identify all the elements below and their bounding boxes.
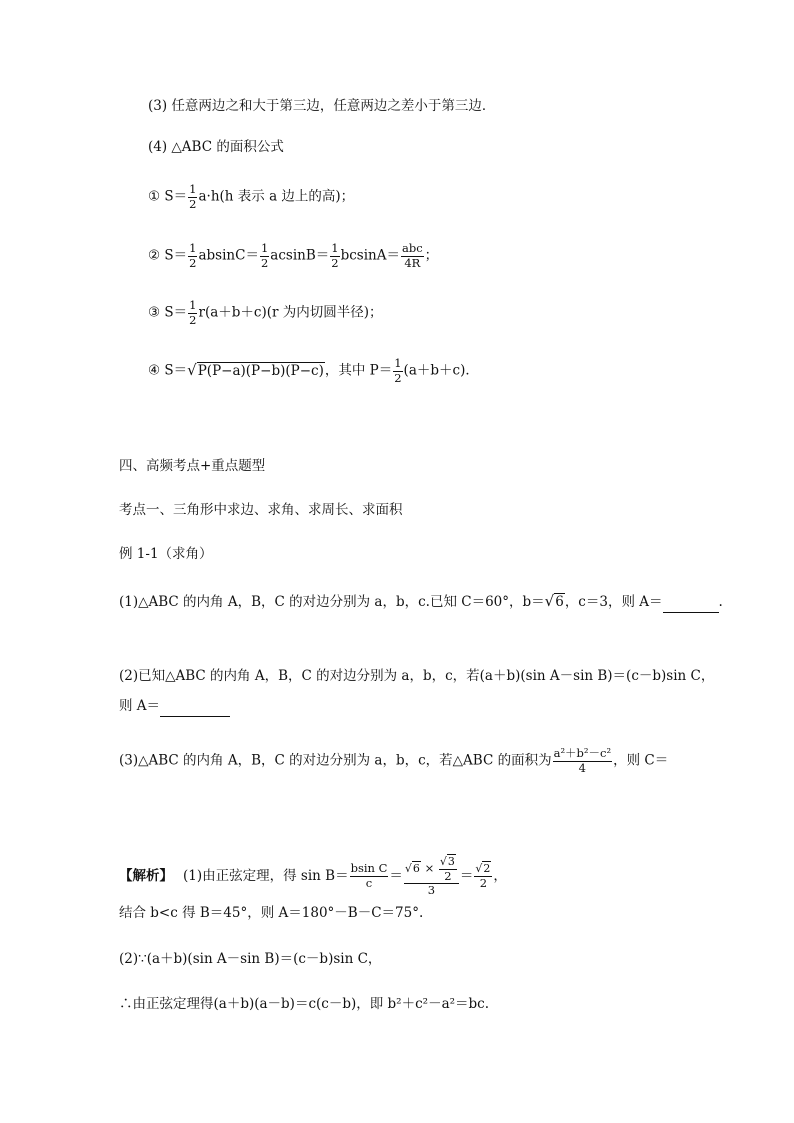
solution-tag: 【解析】 bbox=[119, 867, 173, 884]
question-2-line-1: (2)已知△ABC 的内角 A，B，C 的对边分别为 a，b，c，若(a＋b)(sin A－sin B)＝(c－b)sin C， bbox=[119, 668, 715, 684]
answer-blank[interactable] bbox=[663, 592, 719, 613]
fraction-compound: √6 × $\frac{√3}{2}$ 3 bbox=[404, 856, 459, 897]
fraction-area: $\frac{\text{a²＋b²－c²}}{4}$ bbox=[553, 746, 612, 775]
fraction-half: $\frac{1}{2}$ bbox=[189, 182, 197, 211]
fraction-sqrt2-2: $\frac{√2}{2}$ bbox=[475, 862, 491, 890]
area-formula-4: ④ S＝√P(P−a)(P−b)(P−c)，其中 P＝ $\frac{1}{2}$ (a＋b＋c)． bbox=[148, 356, 479, 385]
sqrt-6: √6 bbox=[544, 592, 564, 610]
question-3: (3)△ABC 的内角 A，B，C 的对边分别为 a，b，c，若△ABC 的面积为 $\frac{\text{a²＋b²－c²}}{4}$ ，则 C＝ bbox=[119, 746, 669, 775]
question-2-line-2: 则 A＝ bbox=[119, 696, 230, 717]
area-formula-2: ② S＝ $\frac{1}{2}$ absinC＝ $\frac{1}{2}$ acsinB＝ $\frac{1}{2}$ bcsinA＝ abc 4R ； bbox=[148, 241, 439, 270]
area-formula-3: ③ S＝ $\frac{1}{2}$ r(a＋b＋c)(r 为内切圆半径)； bbox=[148, 298, 383, 327]
fraction-half: $\frac{1}{2}$ bbox=[260, 241, 269, 270]
fraction-abc-4r: abc 4R bbox=[402, 241, 423, 270]
fraction-half: $\frac{1}{2}$ bbox=[189, 298, 197, 327]
fraction-half: $\frac{1}{2}$ bbox=[189, 241, 197, 270]
solution-line-2: (2)∵(a＋b)(sin A－sin B)＝(c－b)sin C， bbox=[119, 951, 382, 967]
example-title: 例 1-1（求角） bbox=[119, 546, 213, 562]
area-formula-heading: (4) △ABC 的面积公式 bbox=[148, 139, 284, 155]
fraction-bsinc-c: $\frac{\text{bsin C}}{c}$ bbox=[350, 861, 388, 890]
solution-part-1: 【解析】 (1)由正弦定理，得 sin B＝ $\frac{\text{bsin C}}{c}$ ＝ √6 × $\frac{√3}{2}$ 3 ＝ $\frac{√2}{2}$ ， bbox=[119, 855, 507, 897]
question-1: (1)△ABC 的内角 A，B，C 的对边分别为 a，b，c.已知 C＝60°，b＝√6，c＝3，则 A＝ . bbox=[119, 591, 723, 613]
property-3: (3) 任意两边之和大于第三边，任意两边之差小于第三边． bbox=[148, 98, 496, 114]
answer-blank[interactable] bbox=[160, 696, 230, 717]
solution-line-1: 结合 b<c 得 B＝45°，则 A＝180°－B－C＝75°. bbox=[119, 905, 424, 921]
sqrt-heron: √P(P−a)(P−b)(P−c) bbox=[187, 360, 324, 379]
fraction-half: $\frac{1}{2}$ bbox=[394, 356, 402, 385]
section-heading: 四、高频考点+重点题型 bbox=[119, 458, 266, 474]
area-formula-1: ① S＝ $\frac{1}{2}$ a·h(h 表示 a 边上的高)； bbox=[148, 182, 355, 211]
fraction-half: $\frac{1}{2}$ bbox=[331, 241, 339, 270]
solution-line-3: ∴由正弦定理得(a＋b)(a－b)＝c(c－b)，即 b²＋c²－a²＝bc. bbox=[119, 996, 490, 1012]
key-point-title: 考点一、三角形中求边、求角、求周长、求面积 bbox=[119, 502, 403, 518]
